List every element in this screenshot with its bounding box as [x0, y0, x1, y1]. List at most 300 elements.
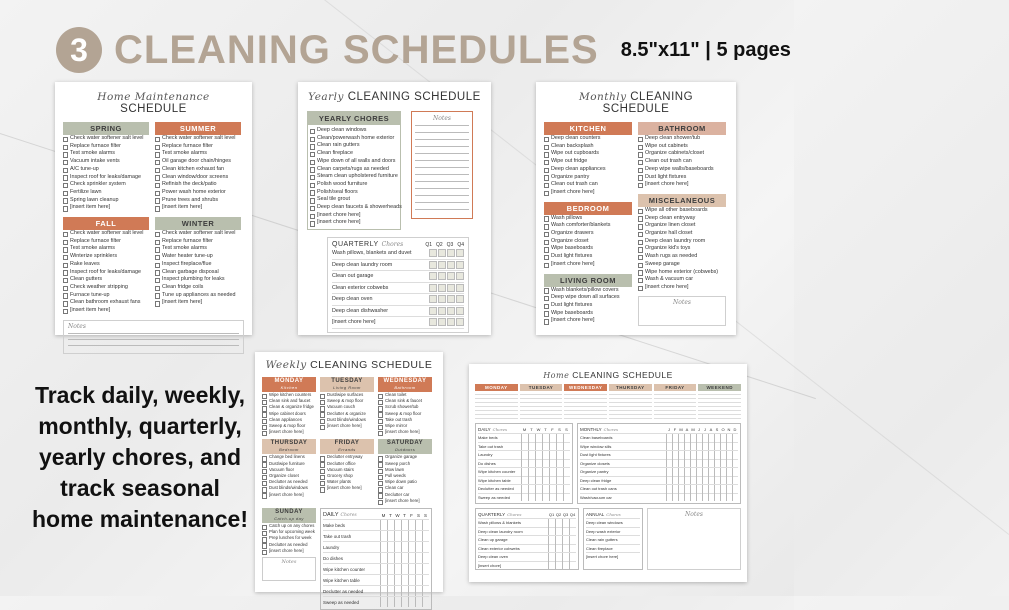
day-header [378, 439, 432, 454]
grid-chore: Take out trash [478, 443, 504, 449]
daily-cell [387, 575, 394, 585]
day-script: Kitchen [280, 384, 298, 390]
list-item: Steam clean upholstered furniture [310, 173, 398, 181]
quarter-col-header: Q3 [446, 241, 454, 248]
grid-col-header: J [704, 427, 706, 432]
title-script: Weekly [265, 359, 307, 371]
quarterly-chore: Clean exterior cobwebs [332, 284, 389, 291]
list-item: Water plants [320, 479, 374, 485]
daily-cell [422, 520, 429, 530]
grid-cell [542, 485, 549, 493]
grid-col-header: M [691, 427, 695, 432]
daily-grid-header [323, 511, 429, 519]
list-item: Clean toilet [378, 392, 432, 398]
grid-row [478, 544, 576, 553]
list-item: A/C tune-up [63, 166, 149, 174]
day-script: Errands [338, 446, 356, 452]
landscape-day-header: WEEKEND [698, 384, 741, 391]
grid-cell [548, 553, 555, 561]
day-label: WEDNESDAY [383, 378, 427, 384]
list-item: Prune trees and shrubs [155, 197, 241, 205]
grid-col-header: Q3 [562, 512, 569, 517]
grid-cell [535, 485, 542, 493]
promo-text [6, 380, 274, 535]
header [56, 24, 791, 76]
daily-chore: Take out trash [323, 533, 352, 539]
list-item: Clean & organize fridge [262, 404, 316, 410]
daily-cell [401, 531, 408, 541]
daily-cell [408, 597, 415, 607]
page-title: CLEANING SCHEDULES [114, 27, 599, 72]
daily-cell [408, 564, 415, 574]
list-item: Organize kid's toys [638, 245, 726, 253]
grid-cell [548, 519, 555, 527]
landscape-day-line [609, 415, 652, 419]
day-script: Catch-up day [274, 515, 304, 521]
grid-chore: Deep clean oven [478, 554, 509, 560]
quarter-col-header: Q2 [435, 241, 443, 248]
notes-area [647, 508, 741, 570]
grid-cell [563, 476, 570, 484]
note-line [415, 132, 469, 139]
note-line [415, 202, 469, 209]
title-text: CLEANING SCHEDULE [602, 91, 694, 115]
grid-row [586, 552, 640, 561]
grid-chore: Deep clean windows [586, 520, 623, 526]
list-item: Dust light fixtures [638, 174, 726, 182]
grid-col-header: T [530, 427, 533, 432]
daily-cell [380, 586, 387, 596]
daily-cell [401, 597, 408, 607]
grid-row [580, 493, 738, 502]
grid-cell [556, 442, 563, 450]
note-line [415, 167, 469, 174]
list-item: Vacuum stairs [320, 467, 374, 473]
kitchen-header: KITCHEN [544, 122, 632, 135]
grid-cell [542, 451, 549, 459]
list-item: Wipe down patio [378, 479, 432, 485]
quarter-cell [456, 295, 464, 303]
list-item: Rake leaves [63, 261, 149, 269]
day-list [262, 392, 316, 435]
grid-cell [555, 561, 562, 569]
quarterly-row [332, 306, 464, 318]
grid-chore: Do dishes [478, 460, 496, 466]
list-item: Test smoke alarms [63, 245, 149, 253]
grid-col-header: M [679, 427, 683, 432]
daily-row [323, 585, 429, 596]
grid-chore: Clean exterior cobwebs [478, 545, 520, 551]
grid-col-header: T [544, 427, 547, 432]
promo-line: Track daily, weekly, [34, 382, 246, 408]
daily-row [323, 552, 429, 563]
note-line [415, 188, 469, 195]
grid-row [586, 535, 640, 544]
grid-cell [555, 553, 562, 561]
daily-cell [415, 586, 422, 596]
misc-list [638, 207, 726, 292]
landscape-day-line [698, 415, 741, 419]
grid-col-header: Q4 [569, 512, 576, 517]
grid-row [478, 459, 570, 468]
day-col-header: W [395, 512, 400, 518]
list-item: Replace furnace filter [155, 143, 241, 151]
quarter-cell [447, 284, 455, 292]
daily-cell [387, 542, 394, 552]
day-script: Outdoors [394, 446, 416, 452]
daily-chore: Do dishes [323, 555, 344, 561]
list-item: Wipe down of all walls and doors [310, 158, 398, 166]
daily-cell [387, 586, 394, 596]
grid-cell [555, 536, 562, 544]
daily-cell [380, 542, 387, 552]
landscape-sheet [469, 364, 747, 582]
landscape-day [564, 384, 607, 419]
grid-row [580, 433, 738, 442]
quarter-cell [456, 307, 464, 315]
grid-cell [732, 493, 738, 501]
grid-chore: Laundry [478, 452, 493, 458]
note-line [415, 181, 469, 188]
spring-list [63, 135, 149, 212]
grid-cell [555, 519, 562, 527]
day-list [262, 523, 316, 554]
list-item: Clean out trash can [638, 158, 726, 166]
grid-cell [562, 544, 569, 552]
list-item: Wash rugs as needed [638, 253, 726, 261]
notes-label: Notes [673, 298, 691, 306]
landscape-day [520, 384, 563, 419]
list-item: [insert chore here] [544, 189, 632, 197]
grid-cell [569, 519, 576, 527]
grid-cell [732, 485, 738, 493]
list-item: [insert chore here] [378, 498, 432, 504]
list-item: Winterize sprinklers [63, 253, 149, 261]
grid-chore: Sweep as needed [478, 494, 511, 500]
sheet-title [307, 91, 482, 103]
grid-cell [556, 485, 563, 493]
landscape-day-line [475, 415, 518, 419]
list-item: Organize closet [262, 473, 316, 479]
landscape-day [475, 384, 518, 419]
notes-label: Notes [281, 559, 297, 566]
landscape-day-line [520, 415, 563, 419]
day-label: SATURDAY [386, 440, 424, 447]
day-block [378, 439, 432, 504]
grid-row [580, 442, 738, 451]
quarterly-script: Chores [381, 241, 404, 249]
list-item: Mow lawn [378, 467, 432, 473]
grid-script: Chores [603, 427, 619, 432]
grid-row [580, 459, 738, 468]
quarter-cell [438, 272, 446, 280]
quarter-cell [438, 295, 446, 303]
daily-row [323, 530, 429, 541]
grid-cell [548, 561, 555, 569]
notes-label: Notes [433, 115, 451, 122]
landscape-day-header: FRIDAY [654, 384, 697, 391]
daily-cell [401, 542, 408, 552]
grid-script: Chores [492, 427, 508, 432]
quarterly-row [332, 260, 464, 272]
day-header [262, 439, 316, 454]
list-item: Vacuum floor [262, 467, 316, 473]
list-item: Clean out trash can [544, 181, 632, 189]
list-item: [insert item here] [155, 204, 241, 212]
grid-chore: Organize pantry [580, 469, 609, 475]
grid-chore: Wipe window sills [580, 443, 612, 449]
list-item: Deep clean counters [544, 135, 632, 143]
title-text: CLEANING SCHEDULE [572, 370, 673, 380]
grid-chore: Clean fireplace [586, 545, 613, 551]
list-item: Refinish the deck/patio [155, 181, 241, 189]
grid-chore: Clean rain gutters [586, 537, 618, 543]
grid-cell [528, 451, 535, 459]
grid-cell [528, 459, 535, 467]
title-text: SCHEDULE [120, 103, 187, 115]
grid-chore: Clean up garage [478, 537, 508, 543]
daily-chore: Wipe kitchen table [323, 577, 360, 583]
grid-col-header: S [558, 427, 561, 432]
list-item: Clean bathroom exhaust fans [63, 299, 149, 307]
quarter-cell [438, 284, 446, 292]
list-item: Dust/wipe surfaces [320, 392, 374, 398]
list-item: Clean garbage disposal [155, 269, 241, 277]
bedroom-header: BEDROOM [544, 202, 632, 215]
daily-cell [380, 531, 387, 541]
list-item: Wash & vacuum car [638, 276, 726, 284]
grid-col-header: S [565, 427, 568, 432]
grid-col-header: Q1 [548, 512, 555, 517]
list-item: Seal tile grout [310, 196, 398, 204]
list-item: [insert chore here] [262, 548, 316, 554]
grid-cell [535, 434, 542, 442]
grid-cell [528, 476, 535, 484]
list-item: Deep clean laundry room [638, 238, 726, 246]
list-item: Clean sink and faucet [262, 398, 316, 404]
list-item: Check sprinkler system [63, 181, 149, 189]
grid-cell [535, 459, 542, 467]
grid-cell [549, 493, 556, 501]
landscape-day-line [654, 415, 697, 419]
daily-cell [422, 597, 429, 607]
daily-chore: Declutter as needed [323, 588, 364, 594]
grid-col-header: A [709, 427, 713, 432]
list-item: Dust light fixtures [544, 302, 632, 310]
daily-cell [394, 586, 401, 596]
note-line [415, 195, 469, 202]
list-item: [insert chore here] [262, 429, 316, 435]
grid-cell [555, 544, 562, 552]
grid-cell [535, 451, 542, 459]
grid-cell [549, 451, 556, 459]
grid-col-header: F [551, 427, 554, 432]
daily-cell [387, 520, 394, 530]
day-header [378, 377, 432, 392]
grid-chore: [insert chore here] [586, 554, 619, 560]
landscape-days [475, 384, 741, 419]
grid-cell [548, 544, 555, 552]
daily-cell [422, 564, 429, 574]
grid-cell [528, 493, 535, 501]
daily-cell [401, 520, 408, 530]
daily-cell [408, 531, 415, 541]
title-script: Yearly [308, 91, 344, 103]
grid-row [478, 535, 576, 544]
grid-col-header: D [733, 427, 737, 432]
daily-script: Chores [340, 512, 357, 518]
summer-block [155, 122, 241, 212]
day-block [320, 439, 374, 504]
list-item: Clean fireplace [310, 150, 398, 158]
daily-cell [415, 542, 422, 552]
list-item: Polish wood furniture [310, 181, 398, 189]
grid-cell [569, 544, 576, 552]
daily-cell [422, 586, 429, 596]
grid-row [580, 450, 738, 459]
grid-cell [556, 476, 563, 484]
list-item: [insert chore here] [262, 492, 316, 498]
grid-cell [732, 459, 738, 467]
fall-header: FALL [63, 217, 149, 230]
list-item: Clean sink & faucet [378, 398, 432, 404]
grid-row [580, 476, 738, 485]
day-label: FRIDAY [334, 440, 360, 447]
quarter-cell [447, 261, 455, 269]
day-header [320, 439, 374, 454]
grid-chore: Wipe kitchen table [478, 477, 511, 483]
grid-cell [535, 442, 542, 450]
quarterly-chore: Deep clean dishwasher [332, 307, 389, 314]
grid-cell [562, 519, 569, 527]
grid-cell [563, 485, 570, 493]
grid-cell [528, 468, 535, 476]
grid-row [580, 467, 738, 476]
grid-cell [555, 527, 562, 535]
grid-col-header: F [673, 427, 677, 432]
daily-cell [394, 597, 401, 607]
list-item: [insert chore here] [638, 284, 726, 292]
yearly-block [307, 111, 401, 230]
daily-chore: Laundry [323, 544, 340, 550]
list-item: Dust light fixtures [544, 253, 632, 261]
list-item: Check weather stripping [63, 284, 149, 292]
grid-chore: [insert chore] [478, 562, 502, 568]
quarterly-row [332, 271, 464, 283]
day-list [378, 392, 432, 435]
list-item: Inspect plumbing for leaks [155, 276, 241, 284]
list-item: Test smoke alarms [155, 245, 241, 253]
count-badge: 3 [56, 27, 102, 73]
grid-cell [528, 434, 535, 442]
quarter-cell [438, 249, 446, 257]
daily-cell [380, 564, 387, 574]
grid-cell [556, 451, 563, 459]
list-item: [insert chore here] [320, 423, 374, 429]
list-item: Dust blinds/windows [262, 485, 316, 491]
grid-cell [569, 536, 576, 544]
list-item: Power wash home exterior [155, 189, 241, 197]
grid-row [580, 484, 738, 493]
day-block [262, 439, 316, 504]
day-col-header: S [423, 512, 427, 518]
landscape-day-header: THURSDAY [609, 384, 652, 391]
list-item: Organize linen closet [638, 222, 726, 230]
grid-col-header: J [698, 427, 700, 432]
living-block [544, 274, 632, 326]
grid-cell [569, 553, 576, 561]
grid-chore: Wash/vacuum car [580, 494, 612, 500]
yearly-sheet [298, 82, 491, 335]
daily-cell [415, 575, 422, 585]
quarter-cell [438, 261, 446, 269]
grid-row [478, 433, 570, 442]
list-item: Inspect fireplace/flue [155, 261, 241, 269]
quarter-cell [447, 249, 455, 257]
grid-row [586, 527, 640, 536]
day-list [320, 454, 374, 491]
home-maintenance-sheet [55, 82, 252, 335]
list-item: Wipe mirror [378, 423, 432, 429]
grid-cell [549, 434, 556, 442]
list-item: Wipe out fridge [544, 158, 632, 166]
list-item: Sweep porch [378, 461, 432, 467]
grid-cell [563, 459, 570, 467]
daily-cell [401, 564, 408, 574]
quarter-cell [447, 318, 455, 326]
weekly-sheet [255, 352, 443, 605]
list-item: Deep clean shower/tub [638, 135, 726, 143]
daily-cell [415, 564, 422, 574]
promo-line: monthly, quarterly, [38, 413, 242, 439]
grid-chore: Make beds [478, 435, 498, 441]
quarter-cell [456, 284, 464, 292]
grid-chore: Wipe kitchen counter [478, 469, 516, 475]
grid-cell [569, 527, 576, 535]
daily-cell [387, 597, 394, 607]
list-item: [insert chore here] [310, 219, 398, 227]
grid-cell [563, 442, 570, 450]
grid-cell [548, 527, 555, 535]
grid-cell [562, 553, 569, 561]
note-line [415, 160, 469, 167]
daily-chore: Sweep as needed [323, 599, 360, 605]
day-col-header: T [389, 512, 392, 518]
grid-col-header: N [727, 427, 731, 432]
list-item: Wipe baseboards [544, 245, 632, 253]
sheet-title [63, 91, 244, 115]
list-item: Dust/wipe furniture [262, 461, 316, 467]
quarterly-chore: [insert chore here] [332, 319, 376, 326]
note-line [415, 139, 469, 146]
grid-cell [521, 451, 528, 459]
quarterly-rows [332, 248, 464, 329]
list-item: Deep clean appliances [544, 166, 632, 174]
quarter-cell [429, 261, 437, 269]
list-item: Deep clean faucets & showerheads [310, 204, 398, 212]
quarter-cell [429, 272, 437, 280]
list-item: Clean window/door screens [155, 174, 241, 182]
grid-cell [569, 561, 576, 569]
winter-block [155, 217, 241, 315]
daily-cell [408, 586, 415, 596]
day-header [262, 377, 316, 392]
quarter-cell [438, 307, 446, 315]
list-item: Clean gutters [63, 276, 149, 284]
sheet-title [475, 370, 741, 380]
daily-cell [408, 520, 415, 530]
day-list [262, 454, 316, 497]
